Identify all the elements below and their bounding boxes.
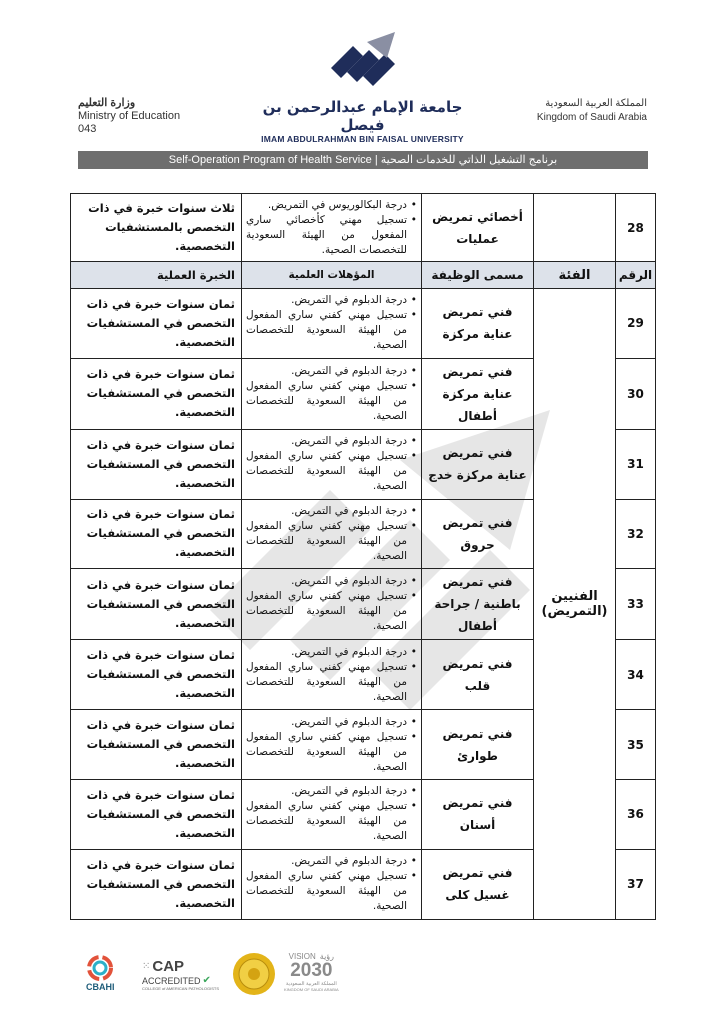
qualifications [242,569,422,640]
header-job: مسمى الوظيفة [422,262,534,289]
qualification-item: • تسجيل مهني كفني ساري المفعول من الهيئة السعودية للتخصصات الصحية. [246,589,417,634]
job-title: فني تمريض قلب [422,640,534,710]
gold-seal-logo [232,952,276,996]
qualification-item: • درجة الدبلوم في التمريض. [246,434,417,449]
cap-logo [142,958,219,991]
qualification-item: • تسجيل مهني كفني ساري المفعول من الهيئة السعودية للتخصصات الصحية. [246,799,417,844]
checkmark-icon: ✔ [202,975,211,986]
row-number: 31 [616,429,656,499]
row-number: 30 [616,358,656,429]
ministry-en: Ministry of Education [78,110,181,122]
qualification-item: • تسجيل مهني كفني ساري المفعول من الهيئة السعودية للتخصصات الصحية. [246,869,417,914]
vision-label: VISION [288,952,316,961]
gold-seal-icon [232,952,276,996]
experience: ثمان سنوات خبرة في ذات التخصص في المستشفيات التخصصية. [71,569,242,640]
qualification-item: • درجة الدبلوم في التمريض. [246,784,417,799]
vision-kingdom-ar: المملكة العربية السعودية [285,981,337,987]
jobs-table [70,261,656,920]
qualification-item: • درجة الدبلوم في التمريض. [246,645,417,660]
kingdom-block [537,97,647,125]
university-emblem-icon [323,28,403,92]
row-number: 37 [616,849,656,919]
qualification-item: • تسجيل مهني كفني ساري المفعول من الهيئة السعودية للتخصصات الصحية. [246,660,417,705]
qualification-item: • درجة الدبلوم في التمريض. [246,504,417,519]
program-banner: Self-Operation Program of Health Service | برنامج التشغيل الذاتي للخدمات الصحية [78,151,648,169]
experience: ثمان سنوات خبرة في ذات التخصص في المستشفيات التخصصية. [71,499,242,569]
job-title: فني تمريض حروق [422,499,534,569]
job-title: فني تمريض باطنية / جراحة أطفال [422,569,534,640]
job-title: فني تمريض أسنان [422,779,534,849]
experience: ثمان سنوات خبرة في ذات التخصص في المستشفيات التخصصية. [71,429,242,499]
university-name-ar: جامعة الإمام عبدالرحمن بن فيصل [262,98,463,134]
qualification-item: • تسجيل مهني كفني ساري المفعول من الهيئة السعودية للتخصصات الصحية. [246,730,417,775]
ministry-ar: وزارة التعليم [78,97,136,109]
row-number: 36 [616,779,656,849]
qualifications [242,194,422,262]
job-title: فني تمريض عناية مركزة أطفال [422,358,534,429]
row-number: 32 [616,499,656,569]
university-name-en: IMAM ABDULRAHMAN BIN FAISAL UNIVERSITY [261,134,464,144]
qualifications [242,710,422,780]
cap-dots-icon: ⁙ [142,961,151,972]
experience: ثمان سنوات خبرة في ذات التخصص في المستشفيات التخصصية. [71,289,242,359]
qualification-item: • تسجيل مهني كفني ساري المفعول من الهيئة السعودية للتخصصات الصحية. [246,519,417,564]
continued-table [70,193,656,262]
qualification-item: • تسجيل مهني كفني ساري المفعول من الهيئة السعودية للتخصصات الصحية. [246,308,417,353]
qualifications [242,429,422,499]
table-row [71,289,656,359]
experience: ثلاث سنوات خبرة في ذات التخصص بالمستشفيات التخصصية. [71,194,242,262]
experience: ثمان سنوات خبرة في ذات التخصص في المستشفيات التخصصية. [71,849,242,919]
qualification-item: • درجة البكالوريوس في التمريض. [246,198,417,213]
header-category: الفئة [534,262,616,289]
cbahi-label: CBAHI [86,982,115,992]
qualifications [242,289,422,359]
qualification-item: • درجة الدبلوم في التمريض. [246,364,417,379]
row-number: 34 [616,640,656,710]
cbahi-logo [86,954,115,992]
header-number: الرقم [616,262,656,289]
ministry-block [78,97,180,136]
row-number: 35 [616,710,656,780]
table-row [71,194,656,262]
qualification-item: • درجة الدبلوم في التمريض. [246,715,417,730]
qualifications [242,779,422,849]
qualifications [242,499,422,569]
experience: ثمان سنوات خبرة في ذات التخصص في المستشفيات التخصصية. [71,640,242,710]
header-experience: الخبرة العملية [71,262,242,289]
cbahi-ring-icon [86,954,114,982]
category-cell: الفنيين (التمريض) [534,289,616,920]
cap-label: CAP [152,958,185,975]
vision-ar: رؤية [319,952,335,961]
row-number: 29 [616,289,656,359]
qualification-item: • درجة الدبلوم في التمريض. [246,854,417,869]
cap-subtitle: COLLEGE of AMERICAN PATHOLOGISTS [142,986,219,991]
job-title: أخصائي تمريض عمليات [422,194,534,262]
experience: ثمان سنوات خبرة في ذات التخصص في المستشفيات التخصصية. [71,358,242,429]
kingdom-en: Kingdom of Saudi Arabia [536,112,647,123]
category-cell [534,194,616,262]
qualification-item: • تسجيل مهني كأخصائي ساري المفعول من الهيئة السعودية للتخصصات الصحية. [246,213,417,258]
qualifications [242,640,422,710]
vision-2030-logo [284,952,339,992]
header-qualifications: المؤهلات العلمية [242,262,422,289]
cap-accredited: ACCREDITED [142,975,201,986]
qualification-item: • درجة الدبلوم في التمريض. [246,293,417,308]
qualification-item: • تسجيل مهني كفني ساري المفعول من الهيئة السعودية للتخصصات الصحية. [246,379,417,424]
university-logo [240,28,485,144]
experience: ثمان سنوات خبرة في ذات التخصص في المستشفيات التخصصية. [71,710,242,780]
row-number: 33 [616,569,656,640]
table-header-row [71,262,656,289]
job-title: فني تمريض غسيل كلى [422,849,534,919]
job-title: فني تمريض عناية مركزة خدج [422,429,534,499]
vision-kingdom-en: KINGDOM OF SAUDI ARABIA [284,987,339,992]
job-title: فني تمريض طوارئ [422,710,534,780]
accreditation-logos [80,950,370,1000]
job-title: فني تمريض عناية مركزة [422,289,534,359]
qualifications [242,358,422,429]
qualification-item: • تسجيل مهني كفني ساري المفعول من الهيئة السعودية للتخصصات الصحية. [246,449,417,494]
qualifications [242,849,422,919]
vision-year: 2030 [290,960,333,981]
ministry-code: 043 [78,123,97,135]
qualification-item: • درجة الدبلوم في التمريض. [246,574,417,589]
experience: ثمان سنوات خبرة في ذات التخصص في المستشفيات التخصصية. [71,779,242,849]
kingdom-ar: المملكة العربية السعودية [545,98,647,109]
row-number: 28 [616,194,656,262]
